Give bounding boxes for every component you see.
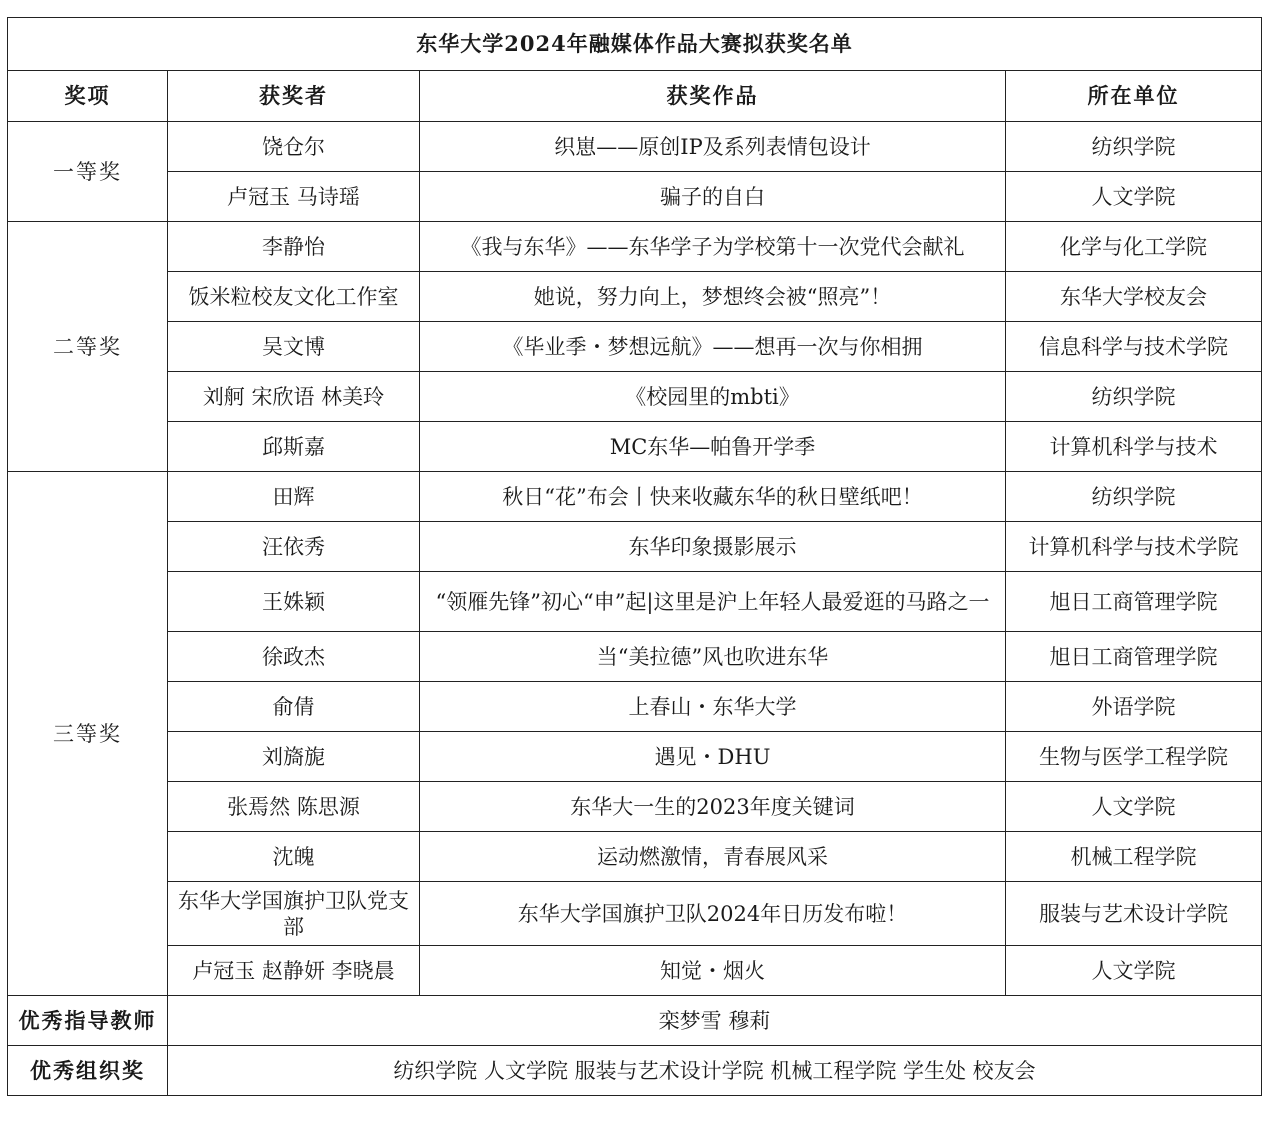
work-cell: MC东华—帕鲁开学季 — [420, 422, 1006, 472]
unit-cell: 人文学院 — [1006, 172, 1262, 222]
table-row — [8, 782, 1262, 832]
winner-cell: 刘舸 宋欣语 林美玲 — [168, 372, 420, 422]
table-row — [8, 522, 1262, 572]
work-cell: 东华大一生的2023年度关键词 — [420, 782, 1006, 832]
header-award: 奖项 — [8, 71, 168, 122]
table-row — [8, 272, 1262, 322]
work-cell: 上春山・东华大学 — [420, 682, 1006, 732]
table-row — [8, 882, 1262, 946]
table-row — [8, 322, 1262, 372]
table-row — [8, 632, 1262, 682]
work-cell: “领雁先锋”初心“申”起|这里是沪上年轻人最爱逛的马路之一 — [420, 572, 1006, 632]
winner-cell: 邱斯嘉 — [168, 422, 420, 472]
work-cell: 东华大学国旗护卫队2024年日历发布啦！ — [420, 882, 1006, 946]
unit-cell: 纺织学院 — [1006, 122, 1262, 172]
winner-cell: 李静怡 — [168, 222, 420, 272]
work-cell: 秋日“花”布会丨快来收藏东华的秋日壁纸吧！ — [420, 472, 1006, 522]
teacher-names: 栾梦雪 穆莉 — [168, 996, 1262, 1046]
unit-cell: 旭日工商管理学院 — [1006, 572, 1262, 632]
table-row — [8, 472, 1262, 522]
winner-cell: 吴文博 — [168, 322, 420, 372]
winner-cell: 徐政杰 — [168, 632, 420, 682]
winner-cell: 张焉然 陈思源 — [168, 782, 420, 832]
work-cell: 织崽——原创IP及系列表情包设计 — [420, 122, 1006, 172]
work-cell: 运动燃激情，青春展风采 — [420, 832, 1006, 882]
winner-cell: 卢冠玉 赵静妍 李晓晨 — [168, 946, 420, 996]
table-row — [8, 832, 1262, 882]
table-row — [8, 422, 1262, 472]
unit-cell: 纺织学院 — [1006, 472, 1262, 522]
work-cell: 遇见・DHU — [420, 732, 1006, 782]
award-table — [7, 17, 1262, 1096]
table-row — [8, 682, 1262, 732]
table-row — [8, 732, 1262, 782]
winner-cell: 饶仓尔 — [168, 122, 420, 172]
table-row — [8, 222, 1262, 272]
tier-label-third: 三等奖 — [8, 472, 168, 996]
work-cell: 《校园里的mbti》 — [420, 372, 1006, 422]
header-row — [8, 71, 1262, 122]
header-winner: 获奖者 — [168, 71, 420, 122]
unit-cell: 生物与医学工程学院 — [1006, 732, 1262, 782]
tier-label-first: 一等奖 — [8, 122, 168, 222]
work-cell: 当“美拉德”风也吹进东华 — [420, 632, 1006, 682]
work-cell: 《毕业季・梦想远航》——想再一次与你相拥 — [420, 322, 1006, 372]
unit-cell: 信息科学与技术学院 — [1006, 322, 1262, 372]
header-work: 获奖作品 — [420, 71, 1006, 122]
unit-cell: 人文学院 — [1006, 782, 1262, 832]
unit-cell: 东华大学校友会 — [1006, 272, 1262, 322]
unit-cell: 计算机科学与技术学院 — [1006, 522, 1262, 572]
unit-cell: 机械工程学院 — [1006, 832, 1262, 882]
winner-cell: 沈魄 — [168, 832, 420, 882]
unit-cell: 化学与化工学院 — [1006, 222, 1262, 272]
work-cell: 骗子的自白 — [420, 172, 1006, 222]
table-row — [8, 946, 1262, 996]
winner-cell: 俞倩 — [168, 682, 420, 732]
winner-cell: 东华大学国旗护卫队党支部 — [168, 882, 420, 946]
teacher-row — [8, 996, 1262, 1046]
winner-cell: 汪依秀 — [168, 522, 420, 572]
unit-cell: 计算机科学与技术 — [1006, 422, 1262, 472]
winner-cell: 田辉 — [168, 472, 420, 522]
tier-label-second: 二等奖 — [8, 222, 168, 472]
work-cell: 知觉・烟火 — [420, 946, 1006, 996]
organization-names: 纺织学院 人文学院 服装与艺术设计学院 机械工程学院 学生处 校友会 — [168, 1046, 1262, 1096]
organization-label: 优秀组织奖 — [8, 1046, 168, 1096]
winner-cell: 王姝颖 — [168, 572, 420, 632]
header-unit: 所在单位 — [1006, 71, 1262, 122]
organization-row — [8, 1046, 1262, 1096]
unit-cell: 人文学院 — [1006, 946, 1262, 996]
work-cell: 东华印象摄影展示 — [420, 522, 1006, 572]
unit-cell: 外语学院 — [1006, 682, 1262, 732]
table-title: 东华大学2024年融媒体作品大赛拟获奖名单 — [8, 18, 1262, 71]
unit-cell: 旭日工商管理学院 — [1006, 632, 1262, 682]
table-row — [8, 572, 1262, 632]
winner-cell: 刘旖旎 — [168, 732, 420, 782]
title-row — [8, 18, 1262, 71]
winner-cell: 卢冠玉 马诗瑶 — [168, 172, 420, 222]
table-row — [8, 372, 1262, 422]
work-cell: 《我与东华》——东华学子为学校第十一次党代会献礼 — [420, 222, 1006, 272]
unit-cell: 服装与艺术设计学院 — [1006, 882, 1262, 946]
winner-cell: 饭米粒校友文化工作室 — [168, 272, 420, 322]
unit-cell: 纺织学院 — [1006, 372, 1262, 422]
work-cell: 她说，努力向上，梦想终会被“照亮”！ — [420, 272, 1006, 322]
teacher-label: 优秀指导教师 — [8, 996, 168, 1046]
table-row — [8, 122, 1262, 172]
table-row — [8, 172, 1262, 222]
